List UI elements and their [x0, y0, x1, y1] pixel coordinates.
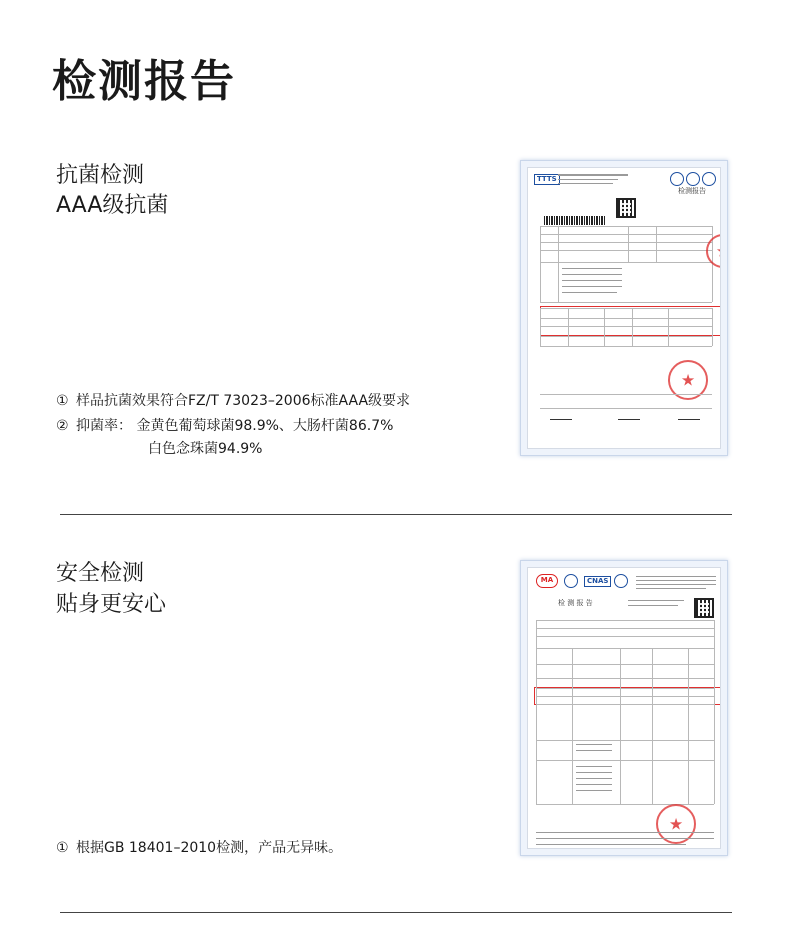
certification-logo-icon — [670, 172, 684, 186]
note-number: ② — [56, 418, 69, 434]
certification-logo-icon — [686, 172, 700, 186]
certification-logo-icon — [564, 574, 578, 588]
ma-logo-icon: MA — [536, 574, 558, 588]
certification-logo-icon — [614, 574, 628, 588]
report-brand-logo: TTTS — [534, 174, 560, 185]
note-text: 抑菌率： 金黄色葡萄球菌98.9%、大肠杆菌86.7% — [76, 418, 394, 434]
barcode-icon — [544, 216, 606, 225]
report-paper — [527, 567, 721, 849]
antibacterial-note-2 — [56, 414, 393, 438]
qr-code-icon — [616, 198, 636, 218]
note-text: 样品抗菌效果符合FZ/T 73023–2006标准AAA级要求 — [76, 393, 411, 409]
report-brand-logo: CNAS — [584, 576, 611, 587]
signature — [550, 414, 572, 420]
page-title: 检测报告 — [52, 56, 236, 107]
antibacterial-heading-1: 抗菌检测 — [56, 163, 145, 188]
signature — [618, 414, 640, 420]
report-title: 检 测 报 告 — [558, 599, 593, 607]
note-text: 根据GB 18401–2010检测，产品无异味。 — [76, 840, 343, 856]
report-title: 检测报告 — [678, 187, 706, 195]
note-text: 白色念珠菌94.9% — [148, 441, 263, 457]
safety-heading-2: 贴身更安心 — [56, 592, 167, 617]
note-number: ① — [56, 840, 69, 856]
note-number: ① — [56, 393, 69, 409]
antibacterial-heading-2: AAA级抗菌 — [56, 193, 169, 218]
signature — [678, 414, 700, 420]
section-divider — [60, 514, 732, 515]
report-paper — [527, 167, 721, 449]
antibacterial-note-3 — [56, 437, 262, 461]
antibacterial-note-1 — [56, 389, 410, 413]
safety-heading-1: 安全检测 — [56, 561, 145, 586]
certification-logo-icon — [702, 172, 716, 186]
safety-report-image — [520, 560, 728, 856]
section-divider — [60, 912, 732, 913]
safety-note-1 — [56, 836, 342, 860]
antibacterial-report-image — [520, 160, 728, 456]
qr-code-icon — [694, 598, 714, 618]
